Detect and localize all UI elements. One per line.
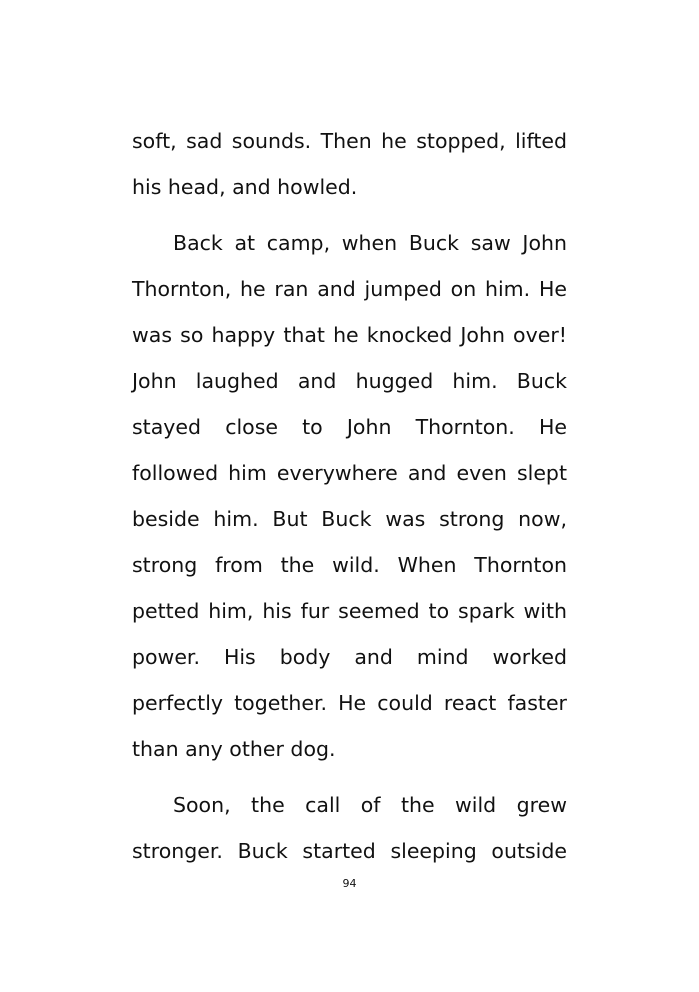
paragraph-1 [132, 118, 567, 210]
text-line: than any other dog. [132, 737, 336, 761]
text-line: Soon, the call of the wild grew [173, 793, 567, 817]
text-line: stronger. Buck started sleeping outside [132, 839, 567, 863]
page-body-text [132, 118, 567, 874]
text-line: followed him everywhere and even slept [132, 461, 567, 485]
text-line: perfectly together. He could react faster [132, 691, 567, 715]
text-line: his head, and howled. [132, 175, 358, 199]
text-line: beside him. But Buck was strong now, [132, 507, 567, 531]
text-line: petted him, his fur seemed to spark with [132, 599, 567, 623]
text-line: John laughed and hugged him. Buck [132, 369, 567, 393]
paragraph-3 [132, 782, 567, 874]
text-line: Thornton, he ran and jumped on him. He [132, 277, 567, 301]
text-line: strong from the wild. When Thornton [132, 553, 567, 577]
text-line: soft, sad sounds. Then he stopped, lifted [132, 129, 567, 153]
text-line: was so happy that he knocked John over! [132, 323, 567, 347]
text-line: power. His body and mind worked [132, 645, 567, 669]
text-line: Back at camp, when Buck saw John [173, 231, 567, 255]
paragraph-2 [132, 220, 567, 772]
page-number: 94 [342, 877, 357, 890]
text-line: stayed close to John Thornton. He [132, 415, 567, 439]
